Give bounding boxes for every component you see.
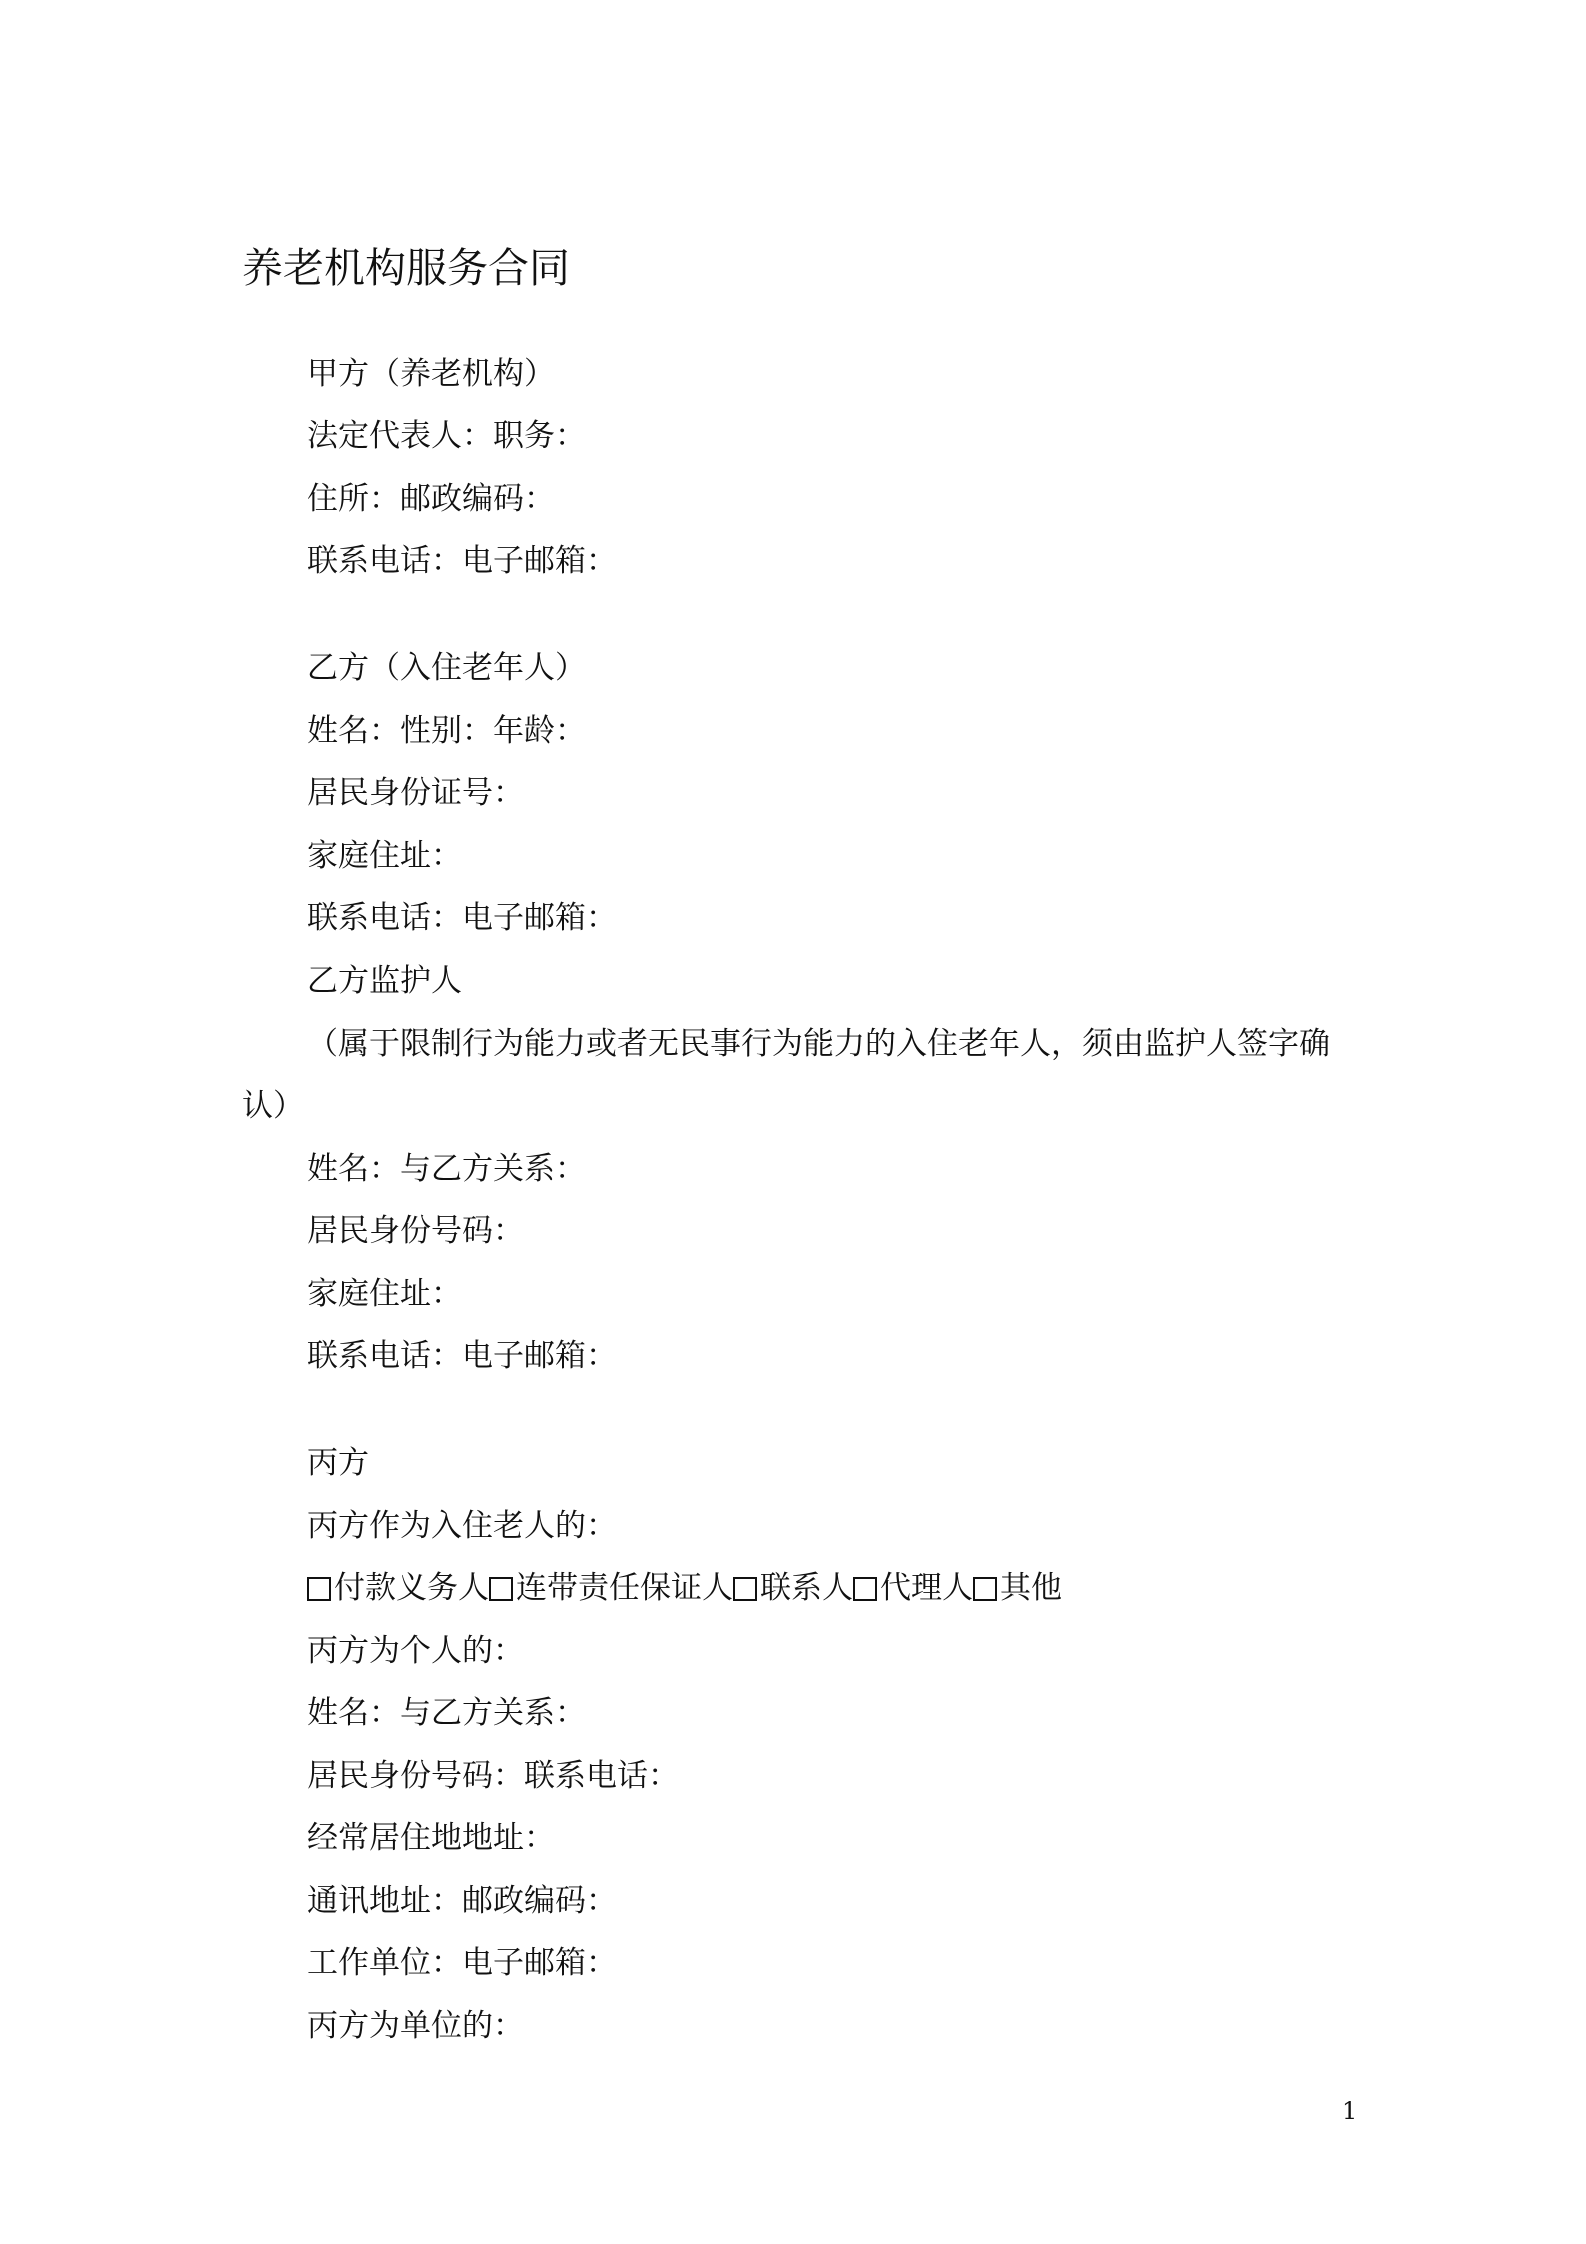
party-c-role-options [307, 1566, 1062, 1610]
party-b-id-line: 居民身份证号： [307, 775, 524, 811]
checkbox-icon[interactable] [853, 1577, 877, 1601]
guardian-note-line-2: 认） [242, 1088, 304, 1124]
role-option-other[interactable] [973, 1570, 1062, 1606]
party-c-role-intro: 丙方作为入住老人的： [307, 1508, 617, 1544]
party-a-address-line: 住所：邮政编码： [307, 481, 555, 517]
checkbox-icon[interactable] [307, 1577, 331, 1601]
guardian-heading: 乙方监护人 [307, 963, 462, 999]
party-c-unit-heading: 丙方为单位的： [307, 2008, 524, 2044]
role-option-label: 付款义务人 [334, 1570, 489, 1606]
party-c-individual-heading: 丙方为个人的： [307, 1633, 524, 1669]
checkbox-icon[interactable] [489, 1577, 513, 1601]
guardian-contact-line: 联系电话：电子邮箱： [307, 1338, 617, 1374]
role-option-contact[interactable] [733, 1570, 853, 1606]
role-option-agent[interactable] [853, 1570, 973, 1606]
guardian-name-line: 姓名：与乙方关系： [307, 1151, 586, 1187]
party-b-name-line: 姓名：性别：年龄： [307, 713, 586, 749]
party-a-heading: 甲方（养老机构） [307, 356, 555, 392]
party-c-residence-line: 经常居住地地址： [307, 1820, 555, 1856]
party-b-contact-line: 联系电话：电子邮箱： [307, 900, 617, 936]
party-a-rep-line: 法定代表人：职务： [307, 418, 586, 454]
role-option-payer[interactable] [307, 1570, 489, 1606]
guardian-home-line: 家庭住址： [307, 1276, 462, 1312]
role-option-guarantor[interactable] [489, 1570, 733, 1606]
checkbox-icon[interactable] [733, 1577, 757, 1601]
role-option-label: 其他 [1000, 1570, 1062, 1606]
party-b-home-line: 家庭住址： [307, 838, 462, 874]
party-c-name-line: 姓名：与乙方关系： [307, 1695, 586, 1731]
document-title: 养老机构服务合同 [242, 244, 570, 292]
page-number: 1 [1342, 2097, 1358, 2125]
role-option-label: 连带责任保证人 [516, 1570, 733, 1606]
party-c-mail-line: 通讯地址：邮政编码： [307, 1883, 617, 1919]
party-c-id-phone-line: 居民身份号码：联系电话： [307, 1758, 679, 1794]
party-c-heading: 丙方 [307, 1445, 369, 1481]
party-b-heading: 乙方（入住老年人） [307, 650, 586, 686]
guardian-note-line-1: （属于限制行为能力或者无民事行为能力的入住老年人，须由监护人签字确 [307, 1026, 1330, 1062]
party-a-contact-line: 联系电话：电子邮箱： [307, 543, 617, 579]
role-option-label: 代理人 [880, 1570, 973, 1606]
party-c-work-line: 工作单位：电子邮箱： [307, 1945, 617, 1981]
role-option-label: 联系人 [760, 1570, 853, 1606]
checkbox-icon[interactable] [973, 1577, 997, 1601]
guardian-id-line: 居民身份号码： [307, 1213, 524, 1249]
